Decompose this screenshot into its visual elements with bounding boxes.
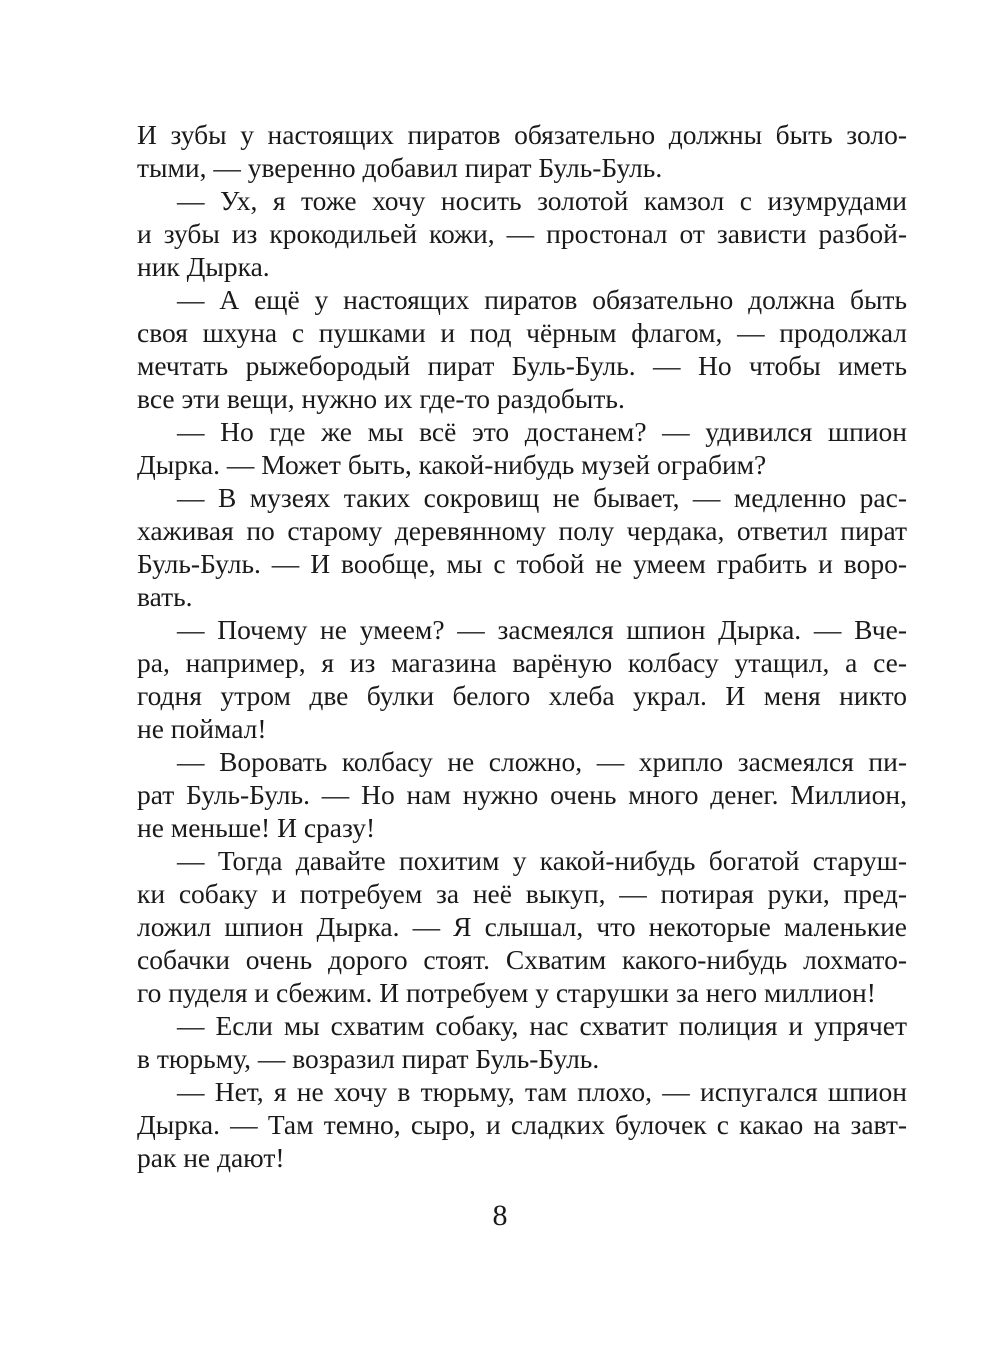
text-line: своя шхуна с пушками и под чёрным флагом, — продолжал: [137, 317, 907, 348]
text-line: не поймал!: [137, 713, 267, 744]
text-line: ник Дырка.: [137, 251, 270, 282]
text-line: ки собаку и потребуем за неё выкуп, — потирая руки, пред-: [137, 878, 907, 909]
text-line: все эти вещи, нужно их где-то раздобыть.: [137, 383, 625, 414]
text-line: годня утром две булки белого хлеба украл. И меня никто: [137, 680, 907, 711]
page-number: 8: [492, 1199, 508, 1232]
text-line: — Ух, я тоже хочу носить золотой камзол с изумрудами: [177, 185, 907, 216]
text-line: — А ещё у настоящих пиратов обязательно должна быть: [177, 284, 907, 315]
text-line: — Тогда давайте похитим у какой-нибудь богатой старуш-: [177, 845, 907, 876]
text-line: Дырка. — Может быть, какой-нибудь музей ограбим?: [137, 449, 767, 480]
text-line: — Нет, я не хочу в тюрьму, там плохо, — испугался шпион: [177, 1076, 907, 1107]
text-line: хаживая по старому деревянному полу чердака, ответил пират: [137, 515, 907, 546]
text-line: го пуделя и сбежим. И потребуем у старушки за него миллион!: [137, 977, 876, 1008]
text-line: ложил шпион Дырка. — Я слышал, что некоторые маленькие: [137, 911, 907, 942]
text-line: в тюрьму, — возразил пират Буль-Буль.: [137, 1043, 600, 1074]
text-line: И зубы у настоящих пиратов обязательно должны быть золо-: [137, 119, 907, 150]
text-line: вать.: [137, 581, 193, 612]
text-line: мечтать рыжебородый пират Буль-Буль. — Но чтобы иметь: [137, 350, 907, 381]
text-line: Дырка. — Там темно, сыро, и сладких булочек с какао на завт-: [137, 1109, 907, 1140]
text-line: — Если мы схватим собаку, нас схватит полиция и упрячет: [177, 1010, 907, 1041]
text-line: и зубы из крокодильей кожи, — простонал от зависти разбой-: [137, 218, 907, 249]
text-line: — Воровать колбасу не сложно, — хрипло засмеялся пи-: [177, 746, 907, 777]
text-line: — В музеях таких сокровищ не бывает, — медленно рас-: [177, 482, 907, 513]
body-text: [137, 118, 907, 1174]
text-line: — Почему не умеем? — засмеялся шпион Дырка. — Вче-: [177, 614, 907, 645]
text-line: не меньше! И сразу!: [137, 812, 376, 843]
text-line: — Но где же мы всё это достанем? — удивился шпион: [177, 416, 907, 447]
text-line: тыми, — уверенно добавил пират Буль-Буль.: [137, 152, 663, 183]
text-line: рат Буль-Буль. — Но нам нужно очень много денег. Миллион,: [137, 779, 907, 810]
text-line: рак не дают!: [137, 1142, 285, 1173]
text-line: Буль-Буль. — И вообще, мы с тобой не умеем грабить и воро-: [137, 548, 907, 579]
text-line: ра, например, я из магазина варёную колбасу утащил, а се-: [137, 647, 907, 678]
text-line: собачки очень дорого стоят. Схватим какого-нибудь лохмато-: [137, 944, 907, 975]
